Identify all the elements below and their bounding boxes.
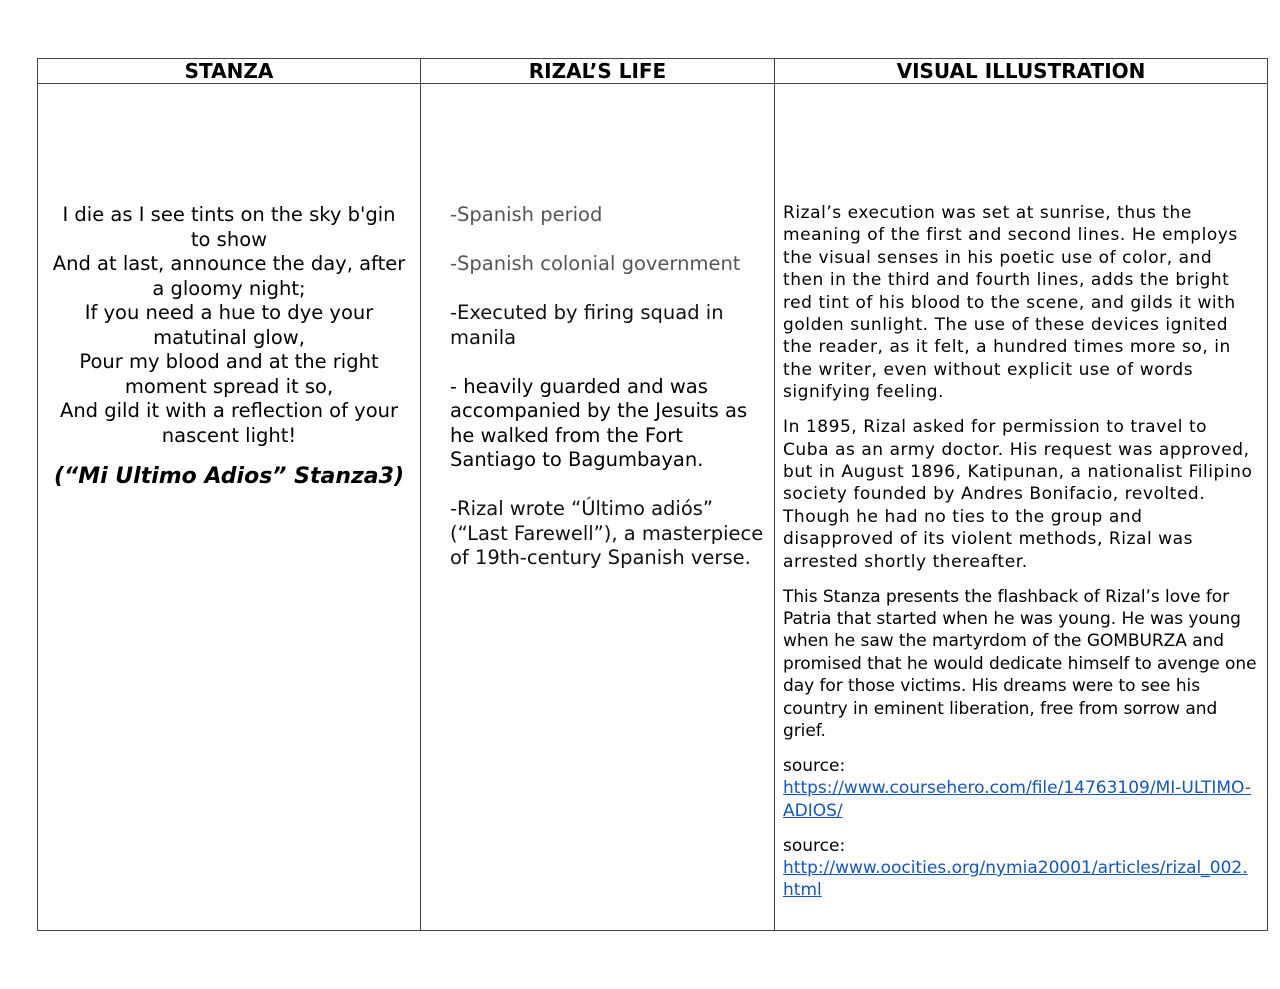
stanza-line: If you need a hue to dye your matutinal glow, — [84, 301, 374, 349]
life-item: -Rizal wrote “Último adiós” (“Last Farewell”), a masterpiece of 19th-century Spanish verse. — [450, 497, 764, 569]
life-item: - heavily guarded and was accompanied by the Jesuits as he walked from the Fort Santiago to Bagumbayan. — [450, 374, 748, 471]
stanza-line: Pour my blood and at the right moment spread it so, — [79, 350, 379, 398]
stanza-line: And gild it with a reflection of your nascent light! — [59, 399, 399, 447]
life-item: -Spanish colonial government — [450, 252, 741, 275]
stanza-line: I die as I see tints on the sky b'gin to show — [62, 203, 396, 251]
life-item: -Spanish period — [450, 203, 603, 226]
source-block-1 — [783, 755, 1257, 822]
source-link-coursehero[interactable]: https://www.coursehero.com/file/14763109/MI-ULTIMO-ADIOS/ — [783, 778, 1252, 821]
life-item: -Executed by firing squad in manila — [450, 301, 724, 349]
source-link-oocities[interactable]: http://www.oocities.org/nymia20001/articles/rizal_002.html — [783, 857, 1248, 901]
visual-illustration-cell — [775, 84, 1268, 931]
source-label: source: — [783, 755, 846, 776]
source-label: source: — [783, 835, 846, 856]
stanza-line: And at last, announce the day, after a gloomy night; — [52, 252, 406, 300]
visual-paragraph: This Stanza presents the flashback of Rizal’s love for Patria that started when he was young. He was young when he saw the martyrdom of the GOMBURZA and promised that he would dedicate himself to avenge one day for those victims. His dreams were to see his country in eminent liberation, free from sorrow and grief. — [783, 586, 1257, 741]
rizals-life-cell — [421, 84, 775, 931]
document-table — [37, 58, 1268, 931]
visual-illustration-text — [783, 202, 1257, 914]
stanza-text — [38, 203, 420, 492]
header-visual-illustration: VISUAL ILLUSTRATION — [775, 59, 1268, 84]
header-stanza: STANZA — [38, 59, 421, 84]
stanza-cell — [38, 84, 421, 931]
rizals-life-list — [450, 203, 766, 595]
header-rizals-life: RIZAL’S LIFE — [421, 59, 775, 84]
visual-paragraph: Rizal’s execution was set at sunrise, thus the meaning of the first and second lines. He employs the visual senses in his poetic use of color, and then in the third and fourth lines, adds the bright red tint of his blood to the scene, and gilds it with golden sunlight. The use of these devices ignited the reader, as it felt, a hundred times more so, in the writer, even without explicit use of words signifying feeling. — [783, 203, 1238, 403]
visual-paragraph: In 1895, Rizal asked for permission to travel to Cuba as an army doctor. His request was approved, but in August 1896, Katipunan, a nationalist Filipino society founded by Andres Bonifacio, revolted. Though he had no ties to the group and disapproved of its violent methods, Rizal was arrested shortly thereafter. — [783, 417, 1253, 572]
source-block-2 — [783, 835, 1257, 902]
stanza-caption: (“Mi Ultimo Adios” Stanza3) — [53, 464, 405, 489]
